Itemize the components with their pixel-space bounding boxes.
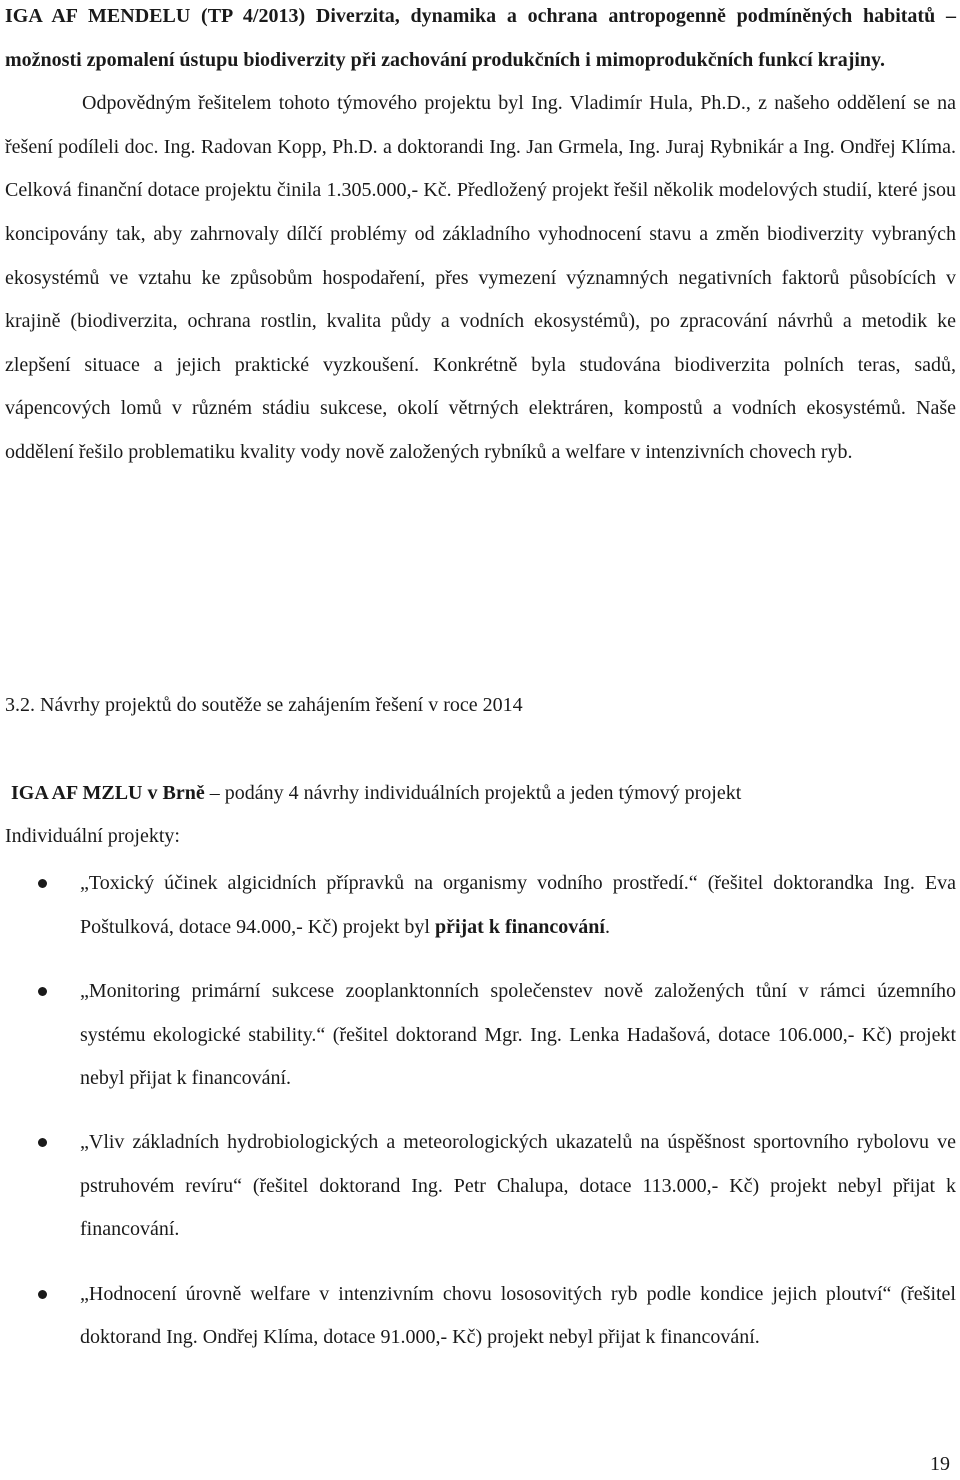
list-item bbox=[5, 862, 956, 949]
list-item bbox=[5, 970, 956, 1101]
iga-summary-text: – podány 4 návrhy individuálních projektů a jeden týmový projekt bbox=[204, 782, 742, 804]
list-item bbox=[5, 1121, 956, 1252]
section-heading: 3.2. Návrhy projektů do soutěže se zahájením řešení v roce 2014 bbox=[5, 694, 523, 716]
iga-summary-line bbox=[11, 772, 956, 816]
iga-label: IGA AF MZLU v Brně bbox=[11, 782, 205, 804]
list-item-text: „Hodnocení úrovně welfare v intenzivním chovu lososovitých ryb podle kondice jejich ploutví“ (řešitel doktorand Ing. Ondřej Klíma, dotace 91.000,- Kč) projekt nebyl přijat k financování. bbox=[80, 1282, 956, 1349]
bullet-icon bbox=[38, 879, 47, 888]
document-page bbox=[5, 0, 956, 1480]
list-item bbox=[5, 1273, 956, 1360]
list-item-text: „Toxický účinek algicidních přípravků na organismy vodního prostředí.“ (řešitel doktorandka Ing. Eva Poštulková, dotace 94.000,- Kč) projekt byl bbox=[80, 872, 956, 938]
list-item-text: „Monitoring primární sukcese zooplanktonních společenstev nově založených tůní v rámci územního systému ekologické stability.“ (řešitel doktorand Mgr. Ing. Lenka Hadašová, dotace 106.000,- Kč) projekt nebyl přijat k financování. bbox=[80, 980, 956, 1090]
project-description-paragraph: Odpovědným řešitelem tohoto týmového projektu byl Ing. Vladimír Hula, Ph.D., z našeho oddělení se na řešení podíleli doc. Ing. Radovan Kopp, Ph.D. a doktorandi Ing. Jan Grmela, Ing. Juraj Rybnikár a Ing. Ondřej Klíma. Celková finanční dotace projektu činila 1.305.000,- Kč. Předložený projekt řešil několik modelových studií, které jsou koncipovány tak, aby zahrnovaly dílčí problémy od základního vyhodnocení stavu a změn biodiverzity vybraných ekosystémů ve vztahu ke způsobům hospodaření, přes vymezení významných negativních faktorů působících v krajině (biodiverzita, ochrana rostlin, kvalita půdy a vodních ekosystémů), po zpracování návrhů a metodik ke zlepšení situace a jejich praktické vyzkoušení. Konkrétně byla studována biodiverzita polních teras, sadů, vápencových lomů v různém stádiu sukcese, okolí větrných elektráren, kompostů a vodních ekosystémů. Naše oddělení řešilo problematiku kvality vody nově založených rybníků a welfare v intenzivních chovech ryb. bbox=[5, 92, 956, 463]
project-title-paragraph: IGA AF MENDELU (TP 4/2013) Diverzita, dynamika a ochrana antropogenně podmíněných habitatů – možnosti zpomalení ústupu biodiverzity při zachování produkčních i mimoprodukčních funkcí krajiny. bbox=[5, 5, 956, 71]
list-item-emphasis: přijat k financování bbox=[434, 915, 605, 938]
bullet-icon bbox=[38, 1138, 47, 1147]
bullet-icon bbox=[38, 987, 47, 996]
bullet-icon bbox=[38, 1290, 47, 1299]
page-number: 19 bbox=[930, 1453, 950, 1475]
list-item-tail: . bbox=[604, 915, 610, 938]
list-item-text: „Vliv základních hydrobiologických a meteorologických ukazatelů na úspěšnost sportovního rybolovu ve pstruhovém revíru“ (řešitel doktorand Ing. Petr Chalupa, dotace 113.000,- Kč) projekt nebyl přijat k financování. bbox=[80, 1130, 956, 1241]
individual-projects-label: Individuální projekty: bbox=[5, 825, 180, 847]
project-list bbox=[5, 862, 956, 1381]
